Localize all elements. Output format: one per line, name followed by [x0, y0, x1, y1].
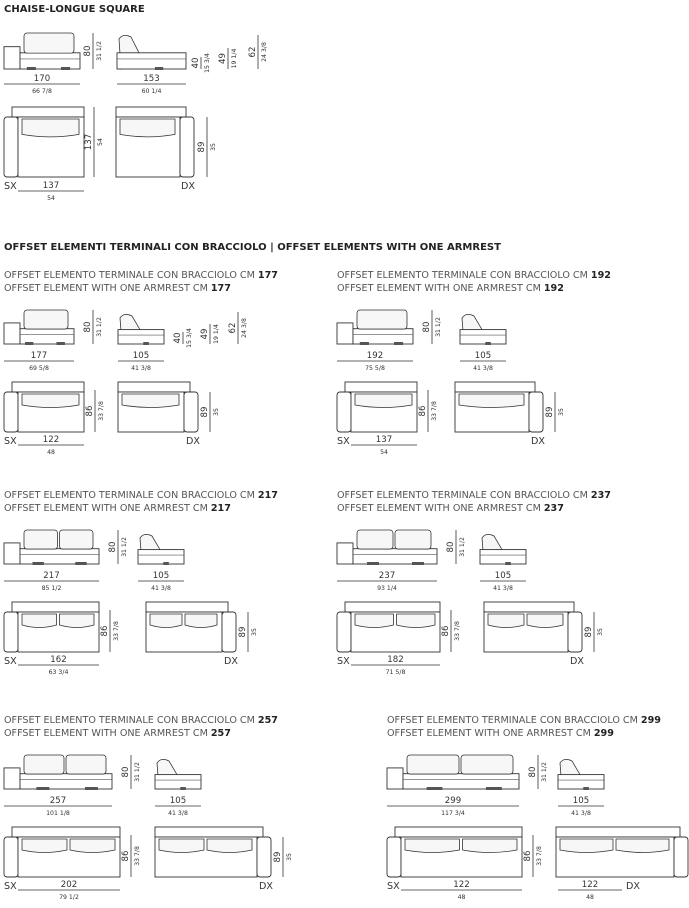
front-height-cm: 80: [528, 766, 538, 778]
chaise-front-height-in: 31 1/2: [96, 41, 103, 61]
plan-back: [12, 827, 120, 837]
left-depth-cm: 86: [100, 625, 110, 637]
foot: [367, 562, 379, 565]
offset-element-192: [337, 270, 611, 456]
heading-offset-elements: OFFSET ELEMENTI TERMINALI CON BRACCIOLO | OFFSET ELEMENTS WITH ONE ARMREST: [4, 242, 501, 253]
offset-element-237: [337, 490, 611, 676]
front-width-cm: 217: [43, 571, 60, 581]
side-width-cm: 105: [474, 351, 492, 361]
plan-cushion: [459, 394, 524, 408]
seat-height-1-cm: 49: [200, 328, 210, 340]
right-depth-cm: 89: [545, 406, 555, 418]
caption-en-prefix: OFFSET ELEMENT WITH ONE ARMREST CM: [337, 503, 541, 514]
front-height-cm: 80: [121, 766, 131, 778]
plan-right: [484, 602, 582, 652]
back-cushion: [24, 530, 58, 549]
plan-left: [337, 602, 440, 652]
plan-back: [146, 602, 228, 612]
side-view: [460, 314, 506, 345]
plan-armrest: [529, 392, 543, 432]
right-depth-cm: 89: [584, 626, 594, 638]
seat-height-0-in: 15 3/4: [186, 328, 193, 348]
side-view: [480, 534, 526, 565]
armrest: [4, 323, 20, 344]
front-view: [4, 310, 74, 345]
chaise-plan-width-in: 54: [47, 195, 55, 202]
plan-cushion: [120, 119, 175, 137]
chaise-front-view: [4, 33, 80, 70]
chaise-seat-height-1-cm: 49: [218, 53, 228, 64]
front-height-in: 31 1/2: [96, 317, 103, 337]
plan-width-in: 63 3/4: [48, 669, 69, 676]
plan-width-cm: 182: [387, 655, 404, 665]
heading-chaise-longue: CHAISE-LONGUE SQUARE: [4, 4, 145, 15]
plan-back: [12, 107, 84, 117]
foot: [485, 342, 491, 345]
offset-element-217: [4, 490, 278, 676]
chaise-plan-right: [116, 107, 194, 177]
seat-base: [20, 329, 74, 344]
caption-it-size: 217: [257, 490, 278, 501]
side-width-cm: 105: [494, 571, 512, 581]
plan-back: [455, 382, 535, 392]
front-view: [337, 310, 413, 345]
caption-it-prefix: OFFSET ELEMENTO TERMINALE CON BRACCIOLO CM: [4, 270, 255, 281]
caption-it-prefix: OFFSET ELEMENTO TERMINALE CON BRACCIOLO CM: [337, 490, 588, 501]
seat-base: [353, 549, 437, 564]
back-cushion: [407, 755, 459, 774]
front-height-in: 31 1/2: [459, 537, 466, 557]
left-depth-cm: 86: [85, 405, 95, 417]
plan-cushion: [70, 839, 115, 853]
side-width-cm: 105: [152, 571, 170, 581]
caption-en-size: 299: [593, 728, 614, 739]
plan-left: [4, 827, 120, 877]
plan-armrest: [4, 837, 18, 877]
side-left-label: SX: [337, 436, 350, 447]
right-depth-in: 35: [558, 408, 565, 416]
seat-base: [20, 549, 99, 564]
side-seat: [118, 330, 164, 344]
plan-back: [12, 382, 84, 392]
plan-armrest: [4, 392, 18, 432]
back-cushion: [461, 755, 513, 774]
chaise-plan-left: [4, 107, 84, 177]
plan-armrest: [337, 612, 351, 652]
caption-en: [387, 728, 614, 739]
chaise-front-width-cm: 170: [33, 74, 51, 84]
front-height-in: 31 1/2: [134, 762, 141, 782]
foot: [25, 342, 33, 345]
left-depth-cm: 86: [418, 405, 428, 417]
foot: [33, 562, 44, 565]
back-cushion: [357, 530, 393, 549]
side-right-label: DX: [531, 436, 545, 447]
plan-cushion: [616, 839, 669, 853]
chaise-front-height-cm: 80: [83, 45, 93, 57]
plan-width-in: 48: [457, 894, 466, 901]
chaise-plan-depth-in: 54: [97, 138, 104, 146]
foot: [155, 67, 163, 70]
seat-base: [353, 329, 413, 344]
side-width-in: 41 3/8: [493, 585, 513, 592]
front-height-cm: 80: [83, 321, 93, 333]
plan-left: [387, 827, 522, 877]
side-view: [155, 759, 201, 790]
plan-back: [116, 107, 186, 117]
plan-armrest: [222, 612, 236, 652]
caption-en-size: 257: [210, 728, 231, 739]
foot: [486, 787, 502, 790]
plan-back: [118, 382, 190, 392]
chaise-side-width-in: 60 1/4: [141, 88, 162, 95]
caption-it-prefix: OFFSET ELEMENTO TERMINALE CON BRACCIOLO CM: [387, 715, 638, 726]
foot: [583, 787, 589, 790]
plan-right: [146, 602, 236, 652]
caption-en-prefix: OFFSET ELEMENT WITH ONE ARMREST CM: [4, 728, 208, 739]
chaise-seat-height-0-cm: 40: [191, 57, 201, 69]
left-depth-cm: 86: [441, 625, 451, 637]
armrest: [337, 323, 353, 344]
front-height-in: 31 1/2: [435, 317, 442, 337]
front-width-cm: 257: [49, 796, 67, 806]
side-left-label: SX: [387, 881, 400, 892]
caption-en: [4, 728, 231, 739]
side-view: [138, 534, 184, 565]
plan-cushion: [527, 614, 563, 628]
side-view: [558, 759, 604, 790]
offset-element-299: [387, 715, 689, 901]
plan-back: [345, 602, 440, 612]
seat-height-0-cm: 40: [173, 332, 183, 344]
caption-en: [4, 503, 231, 514]
side-left-label: SX: [4, 656, 17, 667]
plan-armrest: [4, 117, 18, 177]
caption-it-size: 177: [257, 270, 278, 281]
caption-it-prefix: OFFSET ELEMENTO TERMINALE CON BRACCIOLO CM: [4, 715, 255, 726]
caption-it: [337, 490, 611, 501]
caption-en-size: 237: [543, 503, 564, 514]
plan-width-cm: 122: [42, 435, 60, 445]
side-seat: [155, 775, 201, 789]
seat-base: [403, 774, 519, 789]
right-depth-cm: 89: [200, 406, 210, 418]
plan-cushion: [560, 839, 613, 853]
caption-it: [4, 715, 278, 726]
plan-cushion: [207, 839, 252, 853]
caption-en-size: 192: [543, 283, 564, 294]
right-depth-in: 35: [251, 628, 258, 636]
plan-right: [455, 382, 543, 432]
caption-it: [4, 270, 278, 281]
side-width-in: 41 3/8: [131, 365, 151, 372]
plan-width-cm: 162: [50, 655, 67, 665]
front-width-cm: 237: [378, 571, 396, 581]
armrest: [387, 768, 403, 789]
plan-width-in: 48: [47, 449, 55, 456]
caption-en-size: 177: [210, 283, 231, 294]
plan-cushion: [397, 614, 436, 628]
plan-cushion: [122, 394, 179, 408]
plan-armrest: [180, 117, 194, 177]
plan-back: [345, 382, 417, 392]
seat-height-2-in: 24 3/8: [241, 318, 248, 338]
plan-width-right-cm: 122: [581, 880, 599, 890]
side-right-label: DX: [186, 436, 200, 447]
side-seat: [460, 330, 506, 344]
chaise-plan-width-cm: 137: [42, 181, 60, 191]
side-right-label: DX: [181, 181, 195, 192]
front-width-in: 75 5/8: [365, 365, 385, 372]
caption-en-prefix: OFFSET ELEMENT WITH ONE ARMREST CM: [4, 503, 208, 514]
foot: [412, 562, 424, 565]
plan-back: [155, 827, 263, 837]
seat-height-2-cm: 62: [228, 322, 238, 334]
right-depth-cm: 89: [273, 851, 283, 863]
caption-it-size: 192: [590, 270, 611, 281]
plan-cushion: [22, 839, 67, 853]
side-width-in: 41 3/8: [151, 585, 171, 592]
front-height-cm: 80: [422, 321, 432, 333]
side-width-cm: 105: [169, 796, 187, 806]
side-width-in: 41 3/8: [473, 365, 493, 372]
plan-width-cm: 137: [375, 435, 393, 445]
side-seat: [117, 53, 186, 69]
plan-armrest: [4, 612, 18, 652]
offset-element-177: [4, 270, 278, 456]
chaise-side-view: [117, 35, 186, 70]
offset-element-257: [4, 715, 293, 901]
foot: [180, 787, 186, 790]
plan-cushion: [355, 394, 412, 408]
plan-back: [12, 602, 99, 612]
side-seat: [138, 550, 184, 564]
left-depth-in: 33 7/8: [431, 401, 438, 421]
plan-right: [118, 382, 198, 432]
foot: [75, 562, 86, 565]
side-left-label: SX: [4, 881, 17, 892]
plan-cushion: [22, 614, 57, 628]
front-view: [4, 530, 99, 565]
armrest: [4, 768, 20, 789]
front-width-in: 93 1/4: [377, 585, 397, 592]
caption-en-prefix: OFFSET ELEMENT WITH ONE ARMREST CM: [337, 283, 541, 294]
foot: [36, 787, 49, 790]
chaise-seat-height-0-in: 15 3/4: [204, 53, 211, 73]
plan-width-cm: 122: [453, 880, 470, 890]
caption-it: [4, 490, 278, 501]
front-height-in: 31 1/2: [121, 537, 128, 557]
side-right-label: DX: [259, 881, 273, 892]
caption-en: [337, 283, 564, 294]
plan-armrest: [257, 837, 271, 877]
plan-width-in: 54: [380, 449, 388, 456]
caption-it: [387, 715, 661, 726]
caption-it-prefix: OFFSET ELEMENTO TERMINALE CON BRACCIOLO CM: [337, 270, 588, 281]
front-view: [337, 530, 437, 565]
caption-en-prefix: OFFSET ELEMENT WITH ONE ARMREST CM: [387, 728, 591, 739]
plan-width-cm: 202: [60, 880, 78, 890]
left-depth-cm: 86: [121, 850, 131, 862]
front-width-cm: 177: [30, 351, 48, 361]
chaise-plan-depth-cm: 137: [84, 133, 94, 151]
front-view: [387, 755, 519, 790]
caption-it-prefix: OFFSET ELEMENTO TERMINALE CON BRACCIOLO CM: [4, 490, 255, 501]
seat-base: [20, 774, 112, 789]
seat-height-1-in: 19 1/4: [213, 324, 220, 344]
back-cushion: [395, 530, 431, 549]
front-view: [4, 755, 112, 790]
right-depth-in: 35: [286, 853, 293, 861]
side-left-label: SX: [4, 181, 17, 192]
chaise-front-width-in: 66 7/8: [32, 88, 52, 95]
back-cushion: [66, 755, 106, 774]
offset-element-drawings: [4, 270, 689, 901]
foot: [394, 342, 403, 345]
plan-cushion: [405, 839, 460, 853]
chaise-longue-drawings: [4, 33, 268, 202]
front-width-in: 69 5/8: [29, 365, 49, 372]
plan-width-in: 79 1/2: [59, 894, 79, 901]
seat-base: [20, 53, 80, 69]
chaise-right-depth-in: 35: [210, 143, 217, 151]
plan-armrest: [184, 392, 198, 432]
side-seat: [558, 775, 604, 789]
plan-cushion: [150, 614, 182, 628]
right-depth-in: 35: [597, 628, 604, 636]
plan-cushion: [463, 839, 518, 853]
plan-back: [484, 602, 574, 612]
chaise-seat-height-2-in: 24 3/8: [261, 42, 268, 62]
plan-back: [556, 827, 680, 837]
side-left-label: SX: [337, 656, 350, 667]
side-width-cm: 105: [572, 796, 590, 806]
left-depth-in: 33 7/8: [113, 621, 120, 641]
plan-cushion: [185, 614, 217, 628]
back-cushion: [24, 33, 74, 53]
back-cushion: [24, 755, 64, 774]
foot: [27, 67, 36, 70]
plan-cushion: [159, 839, 204, 853]
foot: [85, 787, 98, 790]
caption-en-prefix: OFFSET ELEMENT WITH ONE ARMREST CM: [4, 283, 208, 294]
front-width-cm: 299: [444, 796, 462, 806]
plan-cushion: [60, 614, 95, 628]
front-width-cm: 192: [366, 351, 384, 361]
caption-it-size: 237: [590, 490, 611, 501]
left-depth-in: 33 7/8: [134, 846, 141, 866]
foot: [61, 67, 70, 70]
armrest: [4, 47, 20, 69]
left-depth-in: 33 7/8: [536, 846, 543, 866]
left-depth-cm: 86: [523, 850, 533, 862]
foot: [360, 342, 369, 345]
foot: [505, 562, 511, 565]
caption-it: [337, 270, 611, 281]
caption-it-size: 299: [640, 715, 661, 726]
plan-cushion: [22, 119, 79, 137]
back-cushion: [60, 530, 94, 549]
side-seat: [480, 550, 526, 564]
side-width-in: 41 3/8: [168, 810, 188, 817]
plan-width-right-in: 48: [586, 894, 594, 901]
side-right-label: DX: [626, 881, 640, 892]
right-depth-in: 35: [213, 408, 220, 416]
front-width-in: 101 1/8: [46, 810, 70, 817]
caption-it-size: 257: [257, 715, 278, 726]
armrest: [4, 543, 20, 564]
side-right-label: DX: [570, 656, 584, 667]
side-view: [118, 314, 164, 345]
front-height-cm: 80: [108, 541, 118, 553]
back-cushion: [24, 310, 68, 329]
front-width-in: 85 1/2: [41, 585, 62, 592]
caption-en-size: 217: [210, 503, 231, 514]
front-height-cm: 80: [446, 541, 456, 553]
plan-armrest: [337, 392, 351, 432]
plan-right: [556, 827, 688, 877]
plan-left: [4, 382, 84, 432]
plan-width-in: 71 5/8: [385, 669, 406, 676]
plan-cushion: [22, 394, 79, 408]
left-depth-in: 33 7/8: [98, 401, 105, 421]
right-depth-cm: 89: [238, 626, 248, 638]
chaise-side-width-cm: 153: [143, 74, 160, 84]
chaise-seat-height-2-cm: 62: [248, 46, 258, 58]
plan-back: [395, 827, 522, 837]
front-width-in: 117 3/4: [441, 810, 465, 817]
plan-cushion: [488, 614, 524, 628]
plan-cushion: [355, 614, 394, 628]
plan-left: [337, 382, 417, 432]
plan-armrest: [568, 612, 582, 652]
chaise-right-depth-cm: 89: [197, 141, 207, 153]
plan-right: [155, 827, 271, 877]
side-width-cm: 105: [132, 351, 150, 361]
armrest: [337, 543, 353, 564]
plan-left: [4, 602, 99, 652]
foot: [163, 562, 169, 565]
front-height-in: 31 1/2: [541, 762, 548, 782]
foot: [427, 787, 443, 790]
caption-en: [4, 283, 231, 294]
caption-en: [337, 503, 564, 514]
plan-armrest: [387, 837, 401, 877]
plan-armrest: [674, 837, 688, 877]
side-width-in: 41 3/8: [571, 810, 591, 817]
chaise-seat-height-1-in: 19 1/4: [231, 48, 238, 69]
side-left-label: SX: [4, 436, 17, 447]
foot: [57, 342, 65, 345]
back-cushion: [357, 310, 407, 329]
side-right-label: DX: [224, 656, 238, 667]
left-depth-in: 33 7/8: [454, 621, 461, 641]
foot: [143, 342, 149, 345]
